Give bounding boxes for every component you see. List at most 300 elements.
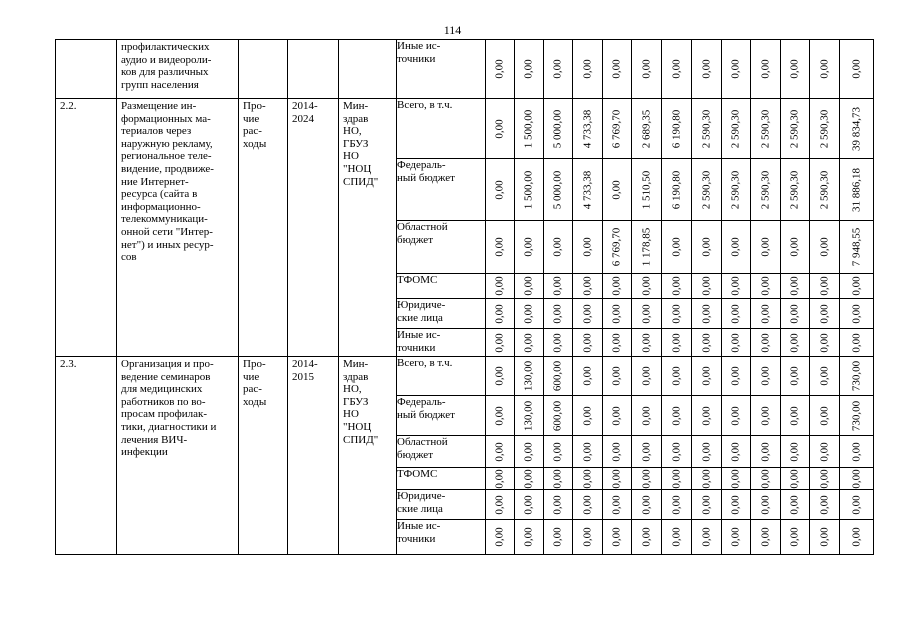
value-text: 0,00 [759,494,772,515]
year-value [692,490,722,520]
funding-source: Иные ис- точники [397,40,486,99]
activity-name-line: формационных ма- [121,112,211,125]
year-value [810,221,840,274]
value-text: 0,00 [729,441,742,462]
year-value [486,329,515,357]
year-value [544,468,573,490]
period-text: 2014- 2015 [292,358,318,383]
budget-table [55,39,874,555]
year-value [751,274,781,299]
value-text: 7 948,55 [850,227,863,267]
value-text: 0,00 [522,527,535,547]
value-text: 0,00 [551,237,564,257]
total-value [840,468,874,490]
value-text: 0,00 [670,366,683,386]
year-value [662,159,692,221]
year-value [544,299,573,329]
value-text: 1 510,50 [640,170,653,209]
value-text: 0,00 [522,276,535,296]
activity-name-line: сов [121,251,137,264]
value-text: 1 500,00 [522,109,535,148]
funding-source: Иные ис- точники [397,520,486,555]
year-value [573,99,603,159]
value-text: 5 000,00 [551,170,564,209]
year-value [751,40,781,99]
year-value [810,159,840,221]
period-text [288,40,338,41]
year-value [722,99,751,159]
year-value [751,159,781,221]
year-value [722,274,751,299]
year-value [486,396,515,436]
value-text: 0,00 [788,468,801,489]
expense-type-text: Про- чие рас- ходы [243,358,267,408]
value-text: 0,00 [610,332,623,353]
year-value [632,299,662,329]
value-text: 0,00 [788,332,801,353]
value-text: 0,00 [850,468,863,489]
activity-name-line: нет") и иных ресур- [121,238,214,251]
year-value [722,221,751,274]
value-text: 0,00 [700,276,713,296]
year-value [515,520,544,555]
year-value [692,468,722,490]
value-text: 2 590,30 [729,109,742,148]
year-value [603,159,632,221]
value-text: 0,00 [759,527,772,547]
year-value [603,490,632,520]
value-text: 0,00 [670,276,683,296]
expense-type [239,357,288,555]
year-value [662,221,692,274]
value-text: 0,00 [581,332,594,353]
table-row [56,99,874,159]
year-value [751,299,781,329]
year-value [781,221,810,274]
year-value [781,99,810,159]
value-text: 0,00 [522,237,535,257]
year-value [722,436,751,468]
year-value [603,99,632,159]
year-value [781,357,810,396]
year-value [632,221,662,274]
executor-text: Мин- здрав НО, ГБУЗ НО "НОЦ СПИД" [343,358,379,446]
value-text: 0,00 [640,405,653,426]
value-text: 0,00 [551,303,564,324]
year-value [515,99,544,159]
value-text: 0,00 [850,59,863,79]
value-text: 0,00 [729,276,742,296]
value-text: 0,00 [551,276,564,296]
year-value [722,468,751,490]
period [288,99,339,357]
year-value [781,40,810,99]
value-text: 0,00 [729,468,742,489]
value-text: 0,00 [818,276,831,296]
value-text: 0,00 [729,527,742,547]
value-text: 0,00 [610,527,623,547]
year-value [632,159,662,221]
value-text: 0,00 [759,468,772,489]
value-text: 0,00 [818,237,831,257]
year-value [781,159,810,221]
value-text: 0,00 [759,405,772,426]
value-text: 6 190,80 [670,170,683,209]
value-text: 0,00 [788,527,801,547]
year-value [751,490,781,520]
value-text: 0,00 [729,405,742,426]
year-value [544,221,573,274]
year-value [810,490,840,520]
year-value [722,357,751,396]
expense-type-text [239,40,287,41]
value-text: 0,00 [850,303,863,324]
value-text: 0,00 [640,332,653,353]
row-id-text [56,40,116,41]
activity-name-line: инфекции [121,446,168,459]
value-text: 0,00 [759,332,772,353]
year-value [632,436,662,468]
page-number: 114 [443,23,462,37]
value-text: 0,00 [522,59,535,79]
executor-text: Мин- здрав НО, ГБУЗ НО "НОЦ СПИД" [343,100,379,188]
row-id [56,357,117,555]
year-value [810,357,840,396]
activity-name-line: ков для различных [121,66,209,79]
value-text: 0,00 [788,303,801,324]
value-text: 0,00 [551,527,564,547]
year-value [751,329,781,357]
year-value [781,520,810,555]
expense-type [239,40,288,99]
activity-name-line: Организация и про- [121,358,214,370]
year-value [692,299,722,329]
value-text: 0,00 [493,303,506,324]
total-value [840,436,874,468]
value-text: 0,00 [670,527,683,547]
value-text: 0,00 [788,494,801,515]
row-id [56,40,117,99]
year-value [573,520,603,555]
value-text: 130,00 [522,400,535,431]
value-text: 0,00 [700,303,713,324]
value-text: 130,00 [522,360,535,392]
year-value [632,329,662,357]
funding-source: Всего, в т.ч. [397,99,486,159]
funding-source: Федераль- ный бюджет [397,396,486,436]
value-text: 0,00 [640,59,653,79]
value-text: 0,00 [818,405,831,426]
activity-name-line: телекоммуникаци- [121,213,208,226]
total-value [840,99,874,159]
period [288,40,339,99]
year-value [603,40,632,99]
year-value [692,329,722,357]
value-text: 0,00 [788,59,801,79]
value-text: 0,00 [729,59,742,79]
value-text: 0,00 [850,494,863,515]
table-row [56,40,874,99]
activity-name-line: профилактических [121,41,210,53]
year-value [515,396,544,436]
year-value [573,159,603,221]
funding-source: Всего, в т.ч. [397,357,486,396]
year-value [573,329,603,357]
value-text: 0,00 [493,441,506,462]
value-text: 0,00 [759,237,772,257]
year-value [662,329,692,357]
year-value [810,468,840,490]
year-value [486,159,515,221]
value-text: 0,00 [551,332,564,353]
value-text: 0,00 [700,366,713,386]
row-id-text: 2.2. [60,100,77,112]
value-text: 2 590,30 [818,109,831,148]
year-value [573,490,603,520]
executor [339,99,397,357]
year-value [603,357,632,396]
value-text: 2 590,30 [759,109,772,148]
year-value [603,520,632,555]
year-value [722,40,751,99]
year-value [603,436,632,468]
value-text: 0,00 [640,527,653,547]
year-value [486,299,515,329]
activity-name-line: групп населения [121,78,199,91]
value-text: 0,00 [522,441,535,462]
year-value [722,396,751,436]
value-text: 2 689,35 [640,109,653,148]
value-text: 39 834,73 [850,106,863,151]
year-value [573,396,603,436]
total-value [840,520,874,555]
value-text: 0,00 [522,332,535,353]
year-value [515,40,544,99]
value-text: 0,00 [700,494,713,515]
value-text: 0,00 [610,468,623,489]
value-text: 0,00 [610,59,623,79]
value-text: 2 590,30 [788,109,801,148]
value-text: 0,00 [493,494,506,515]
year-value [486,436,515,468]
year-value [722,490,751,520]
year-value [692,221,722,274]
value-text: 0,00 [850,441,863,462]
value-text: 6 769,70 [610,227,623,267]
value-text: 0,00 [610,441,623,462]
year-value [486,274,515,299]
value-text: 0,00 [788,405,801,426]
total-value [840,221,874,274]
year-value [632,468,662,490]
year-value [692,99,722,159]
value-text: 0,00 [759,441,772,462]
value-text: 0,00 [850,332,863,353]
value-text: 0,00 [818,441,831,462]
funding-source: ТФОМС [397,468,486,490]
value-text: 0,00 [522,494,535,515]
value-text: 0,00 [729,332,742,353]
value-text: 0,00 [788,276,801,296]
executor-text [339,40,396,41]
value-text: 0,00 [610,276,623,296]
year-value [486,221,515,274]
value-text: 0,00 [700,405,713,426]
year-value [632,274,662,299]
value-text: 0,00 [522,303,535,324]
year-value [810,396,840,436]
year-value [751,221,781,274]
table-row [56,357,874,396]
year-value [692,396,722,436]
row-id-text: 2.3. [60,358,77,370]
value-text: 0,00 [670,468,683,489]
year-value [573,436,603,468]
year-value [544,329,573,357]
year-value [632,520,662,555]
activity-name-line: ведение семинаров [121,370,211,383]
activity-name-line: для медицинских [121,383,203,396]
year-value [751,357,781,396]
value-text: 2 590,30 [729,170,742,209]
year-value [692,520,722,555]
row-id [56,99,117,357]
value-text: 0,00 [493,468,506,489]
year-value [515,221,544,274]
value-text: 0,00 [700,441,713,462]
value-text: 0,00 [670,494,683,515]
activity-name-line: ние Интернет- [121,175,189,188]
year-value [486,468,515,490]
year-value [603,274,632,299]
year-value [692,436,722,468]
funding-source: Областной бюджет [397,221,486,274]
year-value [515,329,544,357]
year-value [692,40,722,99]
year-value [486,99,515,159]
activity-name-line: онной сети "Интер- [121,225,213,238]
value-text: 0,00 [759,366,772,386]
year-value [515,274,544,299]
year-value [603,299,632,329]
year-value [751,468,781,490]
value-text: 0,00 [493,405,506,426]
year-value [810,520,840,555]
year-value [486,490,515,520]
year-value [751,520,781,555]
activity-name-line: ресурса (сайта в [121,188,198,201]
value-text: 0,00 [818,527,831,547]
value-text: 0,00 [493,366,506,386]
year-value [515,436,544,468]
year-value [810,329,840,357]
value-text: 0,00 [670,59,683,79]
value-text: 0,00 [493,276,506,296]
value-text: 0,00 [551,441,564,462]
year-value [573,221,603,274]
value-text: 0,00 [759,59,772,79]
value-text: 0,00 [670,441,683,462]
activity-name-line: тики, диагностики и [121,420,217,433]
total-value [840,40,874,99]
year-value [603,468,632,490]
year-value [781,396,810,436]
year-value [603,396,632,436]
year-value [573,274,603,299]
total-value [840,490,874,520]
value-text: 0,00 [610,179,623,200]
value-text: 1 178,85 [640,227,653,267]
value-text: 0,00 [850,527,863,547]
value-text: 4 733,38 [581,109,594,148]
year-value [722,329,751,357]
year-value [662,99,692,159]
value-text: 730,00 [850,400,863,431]
year-value [573,468,603,490]
value-text: 0,00 [818,303,831,324]
year-value [692,274,722,299]
value-text: 0,00 [788,366,801,386]
activity-name-line: лечения ВИЧ- [121,433,188,446]
funding-source: Юридиче- ские лица [397,490,486,520]
year-value [632,40,662,99]
activity-name-line: информационно- [121,200,201,213]
value-text: 0,00 [670,332,683,353]
total-value [840,357,874,396]
year-value [662,436,692,468]
year-value [544,396,573,436]
value-text: 0,00 [759,303,772,324]
year-value [515,299,544,329]
total-value [840,274,874,299]
year-value [781,329,810,357]
value-text: 0,00 [610,366,623,386]
funding-source: Областной бюджет [397,436,486,468]
expense-type [239,99,288,357]
activity-name-line: видение, продвиже- [121,162,214,175]
year-value [810,99,840,159]
value-text: 0,00 [788,441,801,462]
year-value [692,357,722,396]
value-text: 0,00 [729,303,742,324]
executor [339,357,397,555]
value-text: 0,00 [581,527,594,547]
year-value [544,436,573,468]
value-text: 0,00 [640,441,653,462]
value-text: 0,00 [640,276,653,296]
value-text: 0,00 [610,494,623,515]
year-value [662,40,692,99]
year-value [662,299,692,329]
value-text: 0,00 [818,366,831,386]
value-text: 0,00 [850,276,863,296]
value-text: 0,00 [700,237,713,257]
value-text: 0,00 [700,332,713,353]
year-value [544,99,573,159]
year-value [781,468,810,490]
year-value [544,40,573,99]
value-text: 0,00 [670,303,683,324]
value-text: 0,00 [640,303,653,324]
total-value [840,159,874,221]
value-text: 0,00 [788,237,801,257]
value-text: 0,00 [581,276,594,296]
value-text: 0,00 [493,59,506,79]
year-value [515,357,544,396]
value-text: 2 590,30 [788,170,801,209]
value-text: 6 190,80 [670,109,683,148]
total-value [840,329,874,357]
